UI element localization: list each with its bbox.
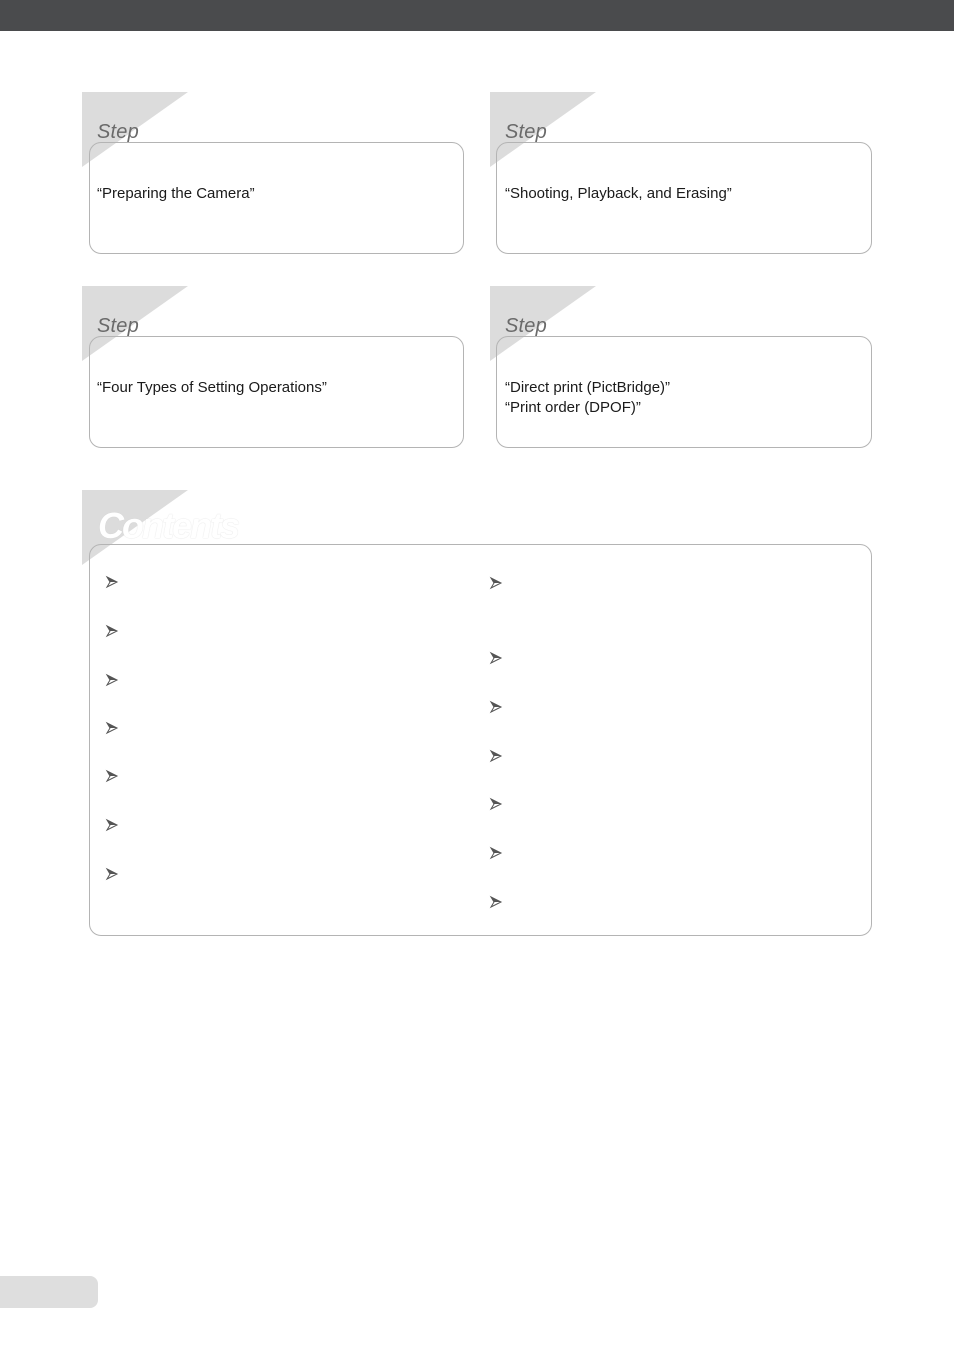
- step-4-text-line-2: “Print order (DPOF)”: [505, 399, 641, 416]
- arrowhead-bullet-icon: [490, 847, 504, 861]
- arrowhead-bullet-icon: [106, 868, 120, 882]
- arrowhead-bullet-icon: [490, 701, 504, 715]
- arrowhead-bullet-icon: [490, 577, 504, 591]
- step-3-text: “Four Types of Setting Operations”: [97, 379, 327, 396]
- contents-heading: Contents: [98, 505, 238, 546]
- arrowhead-bullet-icon: [106, 625, 120, 639]
- page-number-tab: [0, 1276, 98, 1308]
- arrowhead-bullet-icon: [106, 819, 120, 833]
- step-2-text: “Shooting, Playback, and Erasing”: [505, 185, 732, 202]
- arrowhead-bullet-icon: [490, 896, 504, 910]
- arrowhead-bullet-icon: [106, 770, 120, 784]
- arrowhead-bullet-icon: [106, 674, 120, 688]
- arrowhead-bullet-icon: [490, 652, 504, 666]
- arrowhead-bullet-icon: [490, 750, 504, 764]
- step-4-label: Step: [505, 315, 547, 337]
- step-2-label: Step: [505, 121, 547, 143]
- top-bar: [0, 0, 954, 31]
- step-1-label: Step: [97, 121, 139, 143]
- step-3-label: Step: [97, 315, 139, 337]
- step-1-text: “Preparing the Camera”: [97, 185, 255, 202]
- contents-box: [89, 544, 872, 936]
- arrowhead-bullet-icon: [106, 576, 120, 590]
- arrowhead-bullet-icon: [490, 798, 504, 812]
- arrowhead-bullet-icon: [106, 722, 120, 736]
- step-4-text-line-1: “Direct print (PictBridge)”: [505, 379, 671, 396]
